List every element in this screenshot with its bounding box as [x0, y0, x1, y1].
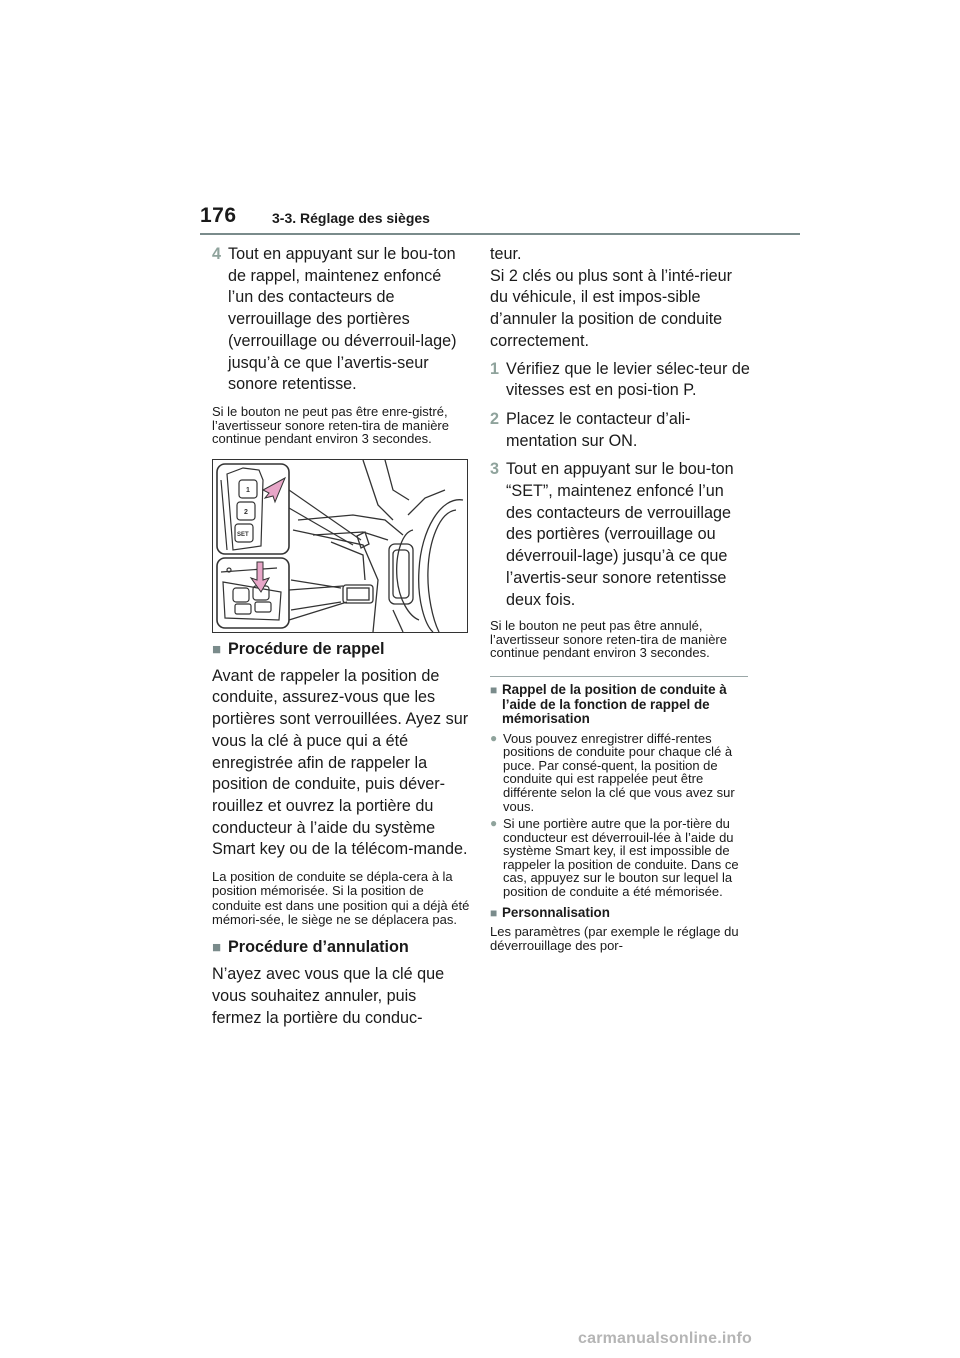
square-bullet-icon: ■	[212, 640, 222, 658]
note-cancel: Si le bouton ne peut pas être annulé, l’avertisseur sonore reten-tira de manière continue pendant environ 3 secondes.	[490, 618, 727, 661]
watermark: carmanualsonline.info	[578, 1330, 753, 1347]
figure-door-switches	[212, 459, 468, 633]
heading-text: Rappel de la position de conduite à l’aide de la fonction de rappel de mémorisation	[502, 682, 727, 727]
heading-memory-recall	[490, 683, 752, 727]
recall-text: Avant de rappeler la position de conduite, assurez-vous que les portières sont verrouillées. Ayez sur vous la clé à puce qui a été enregistrée afin de rappeler la position de conduite, puis déver-rouillez et ouvrez la portière du conducteur à l’aide du système Smart key ou de la télécom-mande.	[212, 666, 469, 859]
note-register: Si le bouton ne peut pas être enre-gistré, l’avertisseur sonore reten-tira de manière continue pendant environ 3 secondes.	[212, 403, 449, 447]
step-2	[490, 409, 752, 452]
heading-customization	[490, 906, 752, 921]
dashboard-illustration	[213, 460, 467, 632]
step-number: 1	[490, 359, 500, 378]
right-column	[490, 244, 752, 952]
step-text: Vérifiez que le levier sélec-teur de vitesses est en posi-tion P.	[506, 359, 750, 400]
square-bullet-icon: ■	[490, 683, 498, 698]
left-column	[212, 244, 470, 1029]
step-3	[490, 459, 752, 611]
step-text: Placez le contacteur d’ali-mentation sur ON.	[506, 409, 691, 450]
step-number: 3	[490, 460, 500, 479]
cancel-text: N’ayez avec vous que la clé que vous souhaitez annuler, puis fermez la portière du conduc-	[212, 965, 445, 1027]
heading-text: Procédure de rappel	[228, 639, 385, 658]
step-4	[212, 244, 470, 396]
label-button-1: 1	[246, 486, 250, 494]
cancel-text-continued: teur.	[490, 245, 522, 263]
step-text: Tout en appuyant sur le bou-ton de rappel, maintenez enfoncé l’un des contacteurs de verrouillage des portières (verrouillage ou déverrouil-lage) jusqu’à ce que l’avertis-seur sonore retentisse.	[228, 245, 457, 394]
heading-recall	[212, 639, 470, 660]
step-number: 2	[490, 409, 500, 428]
header-rule	[200, 233, 800, 235]
step-1	[490, 359, 752, 402]
bullet-item	[490, 817, 752, 899]
multi-key-paragraph: Si 2 clés ou plus sont à l’inté-rieur du véhicule, il est impos-sible d’annuler la position de conduite correctement.	[490, 266, 733, 350]
square-bullet-icon: ■	[490, 905, 498, 920]
bullet-item	[490, 732, 752, 814]
step-number: 4	[212, 245, 222, 263]
heading-cancel	[212, 937, 470, 958]
round-bullet-icon: ●	[490, 730, 498, 745]
bullet-text: Si une portière autre que la por-tière du conducteur est déverrouil-lée à l’aide du système Smart key, il est impossible de rappeler la position de conduite. Dans ce cas, appuyez sur le bouton sur lequel la position de conduite a été mémorisée.	[503, 816, 739, 900]
recall-note: La position de conduite se dépla-cera à la position mémorisée. Si la position de conduite est dans une position qui a déjà été mémori-sée, le siège ne se déplacera pas.	[212, 869, 470, 927]
round-bullet-icon: ●	[490, 816, 498, 831]
section-separator	[490, 676, 748, 677]
customization-text: Les paramètres (par exemple le réglage du déverrouillage des por-	[490, 924, 739, 953]
label-set-button: SET	[237, 531, 249, 538]
label-button-2: 2	[244, 508, 248, 516]
section-title: 3-3. Réglage des sièges	[272, 210, 430, 226]
page-number: 176	[200, 204, 237, 227]
step-text: Tout en appuyant sur le bou-ton “SET”, maintenez enfoncé l’un des contacteurs de verrouillage des portières (verrouillage ou déverrouil-lage) jusqu’à ce que l’avertis-seur sonore retentisse deux fois.	[506, 460, 734, 609]
heading-text: Personnalisation	[502, 904, 610, 920]
heading-text: Procédure d’annulation	[228, 938, 409, 957]
square-bullet-icon: ■	[212, 939, 222, 957]
bullet-text: Vous pouvez enregistrer diffé-rentes positions de conduite pour chaque clé à puce. Par consé-quent, la position de conduite qui est rappelée peut être différente selon la clé que vous avez sur vous.	[503, 730, 735, 814]
